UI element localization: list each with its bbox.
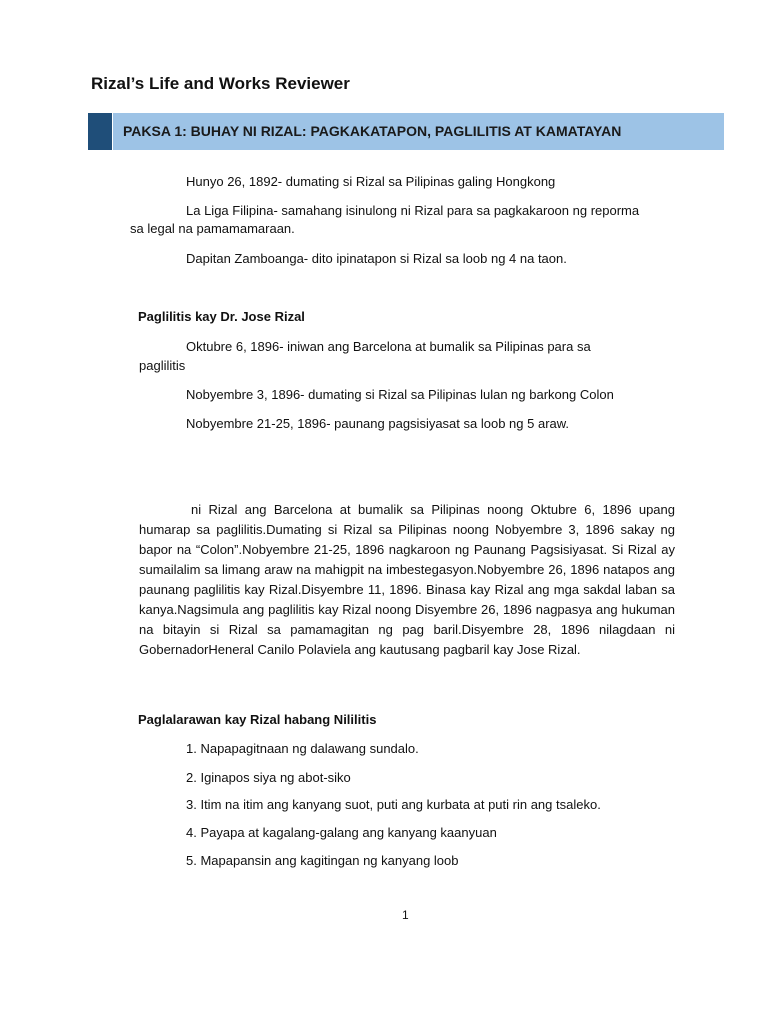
description-item-2: 2. Iginapos siya ng abot-siko [186, 770, 351, 785]
intro-line-3: Dapitan Zamboanga- dito ipinatapon si Rizal sa loob ng 4 na taon. [186, 251, 567, 266]
trial-item-2: Nobyembre 3, 1896- dumating si Rizal sa Pilipinas lulan ng barkong Colon [186, 387, 614, 402]
description-item-1: 1. Napapagitnaan ng dalawang sundalo. [186, 741, 419, 756]
section-banner [88, 113, 724, 150]
intro-line-1: Hunyo 26, 1892- dumating si Rizal sa Pilipinas galing Hongkong [186, 174, 556, 189]
description-heading: Paglalarawan kay Rizal habang Nililitis [138, 712, 377, 727]
banner-heading: PAKSA 1: BUHAY NI RIZAL: PAGKAKATAPON, PAGLILITIS AT KAMATAYAN [123, 123, 622, 139]
description-item-3: 3. Itim na itim ang kanyang suot, puti ang kurbata at puti rin ang tsaleko. [186, 797, 601, 812]
document-title: Rizal’s Life and Works Reviewer [91, 74, 350, 93]
description-item-4: 4. Payapa at kagalang-galang ang kanyang kaanyuan [186, 825, 497, 840]
description-item-5: 5. Mapapansin ang kagitingan ng kanyang loob [186, 853, 459, 868]
trial-heading: Paglilitis kay Dr. Jose Rizal [138, 309, 305, 324]
trial-item-1a: Oktubre 6, 1896- iniwan ang Barcelona at bumalik sa Pilipinas para sa [186, 339, 591, 354]
trial-item-3: Nobyembre 21-25, 1896- paunang pagsisiyasat sa loob ng 5 araw. [186, 416, 570, 431]
intro-line-2a: La Liga Filipina- samahang isinulong ni Rizal para sa pagkakaroon ng reporma [186, 203, 640, 218]
trial-item-1b: paglilitis [139, 358, 186, 373]
intro-line-2b: sa legal na pamamamaraan. [130, 221, 295, 236]
page-number: 1 [402, 908, 409, 922]
narrative-paragraph: ni Rizal ang Barcelona at bumalik sa Pilipinas noong Oktubre 6, 1896 upang humarap sa paglilitis.Dumating si Rizal sa Pilipinas noong Nobyembre 3, 1896 sakay ng bapor na “Colon”.Nobyembre 21-25, 1896 nagkaroon ng Paunang Pagsisiyasat. Si Rizal ay sumailalim sa limang araw na mahigpit na imbestegasyon.Nobyembre 26, 1896 natapos ang paunang paglilitis kay Rizal.Disyembre 11, 1896. Binasa kay Rizal ang mga sakdal laban sa kanya.Nagsimula ang paglilitis kay Rizal noong Disyembre 26, 1896 nagpasya ang hukuman na bitayin si Rizal sa pamamagitan ng pag baril.Disyembre 28, 1896 nilagdaan ni GobernadorHeneral Canilo Polaviela ang kautusang pagbaril kay Jose Rizal. [139, 502, 675, 657]
banner-accent [88, 113, 112, 150]
